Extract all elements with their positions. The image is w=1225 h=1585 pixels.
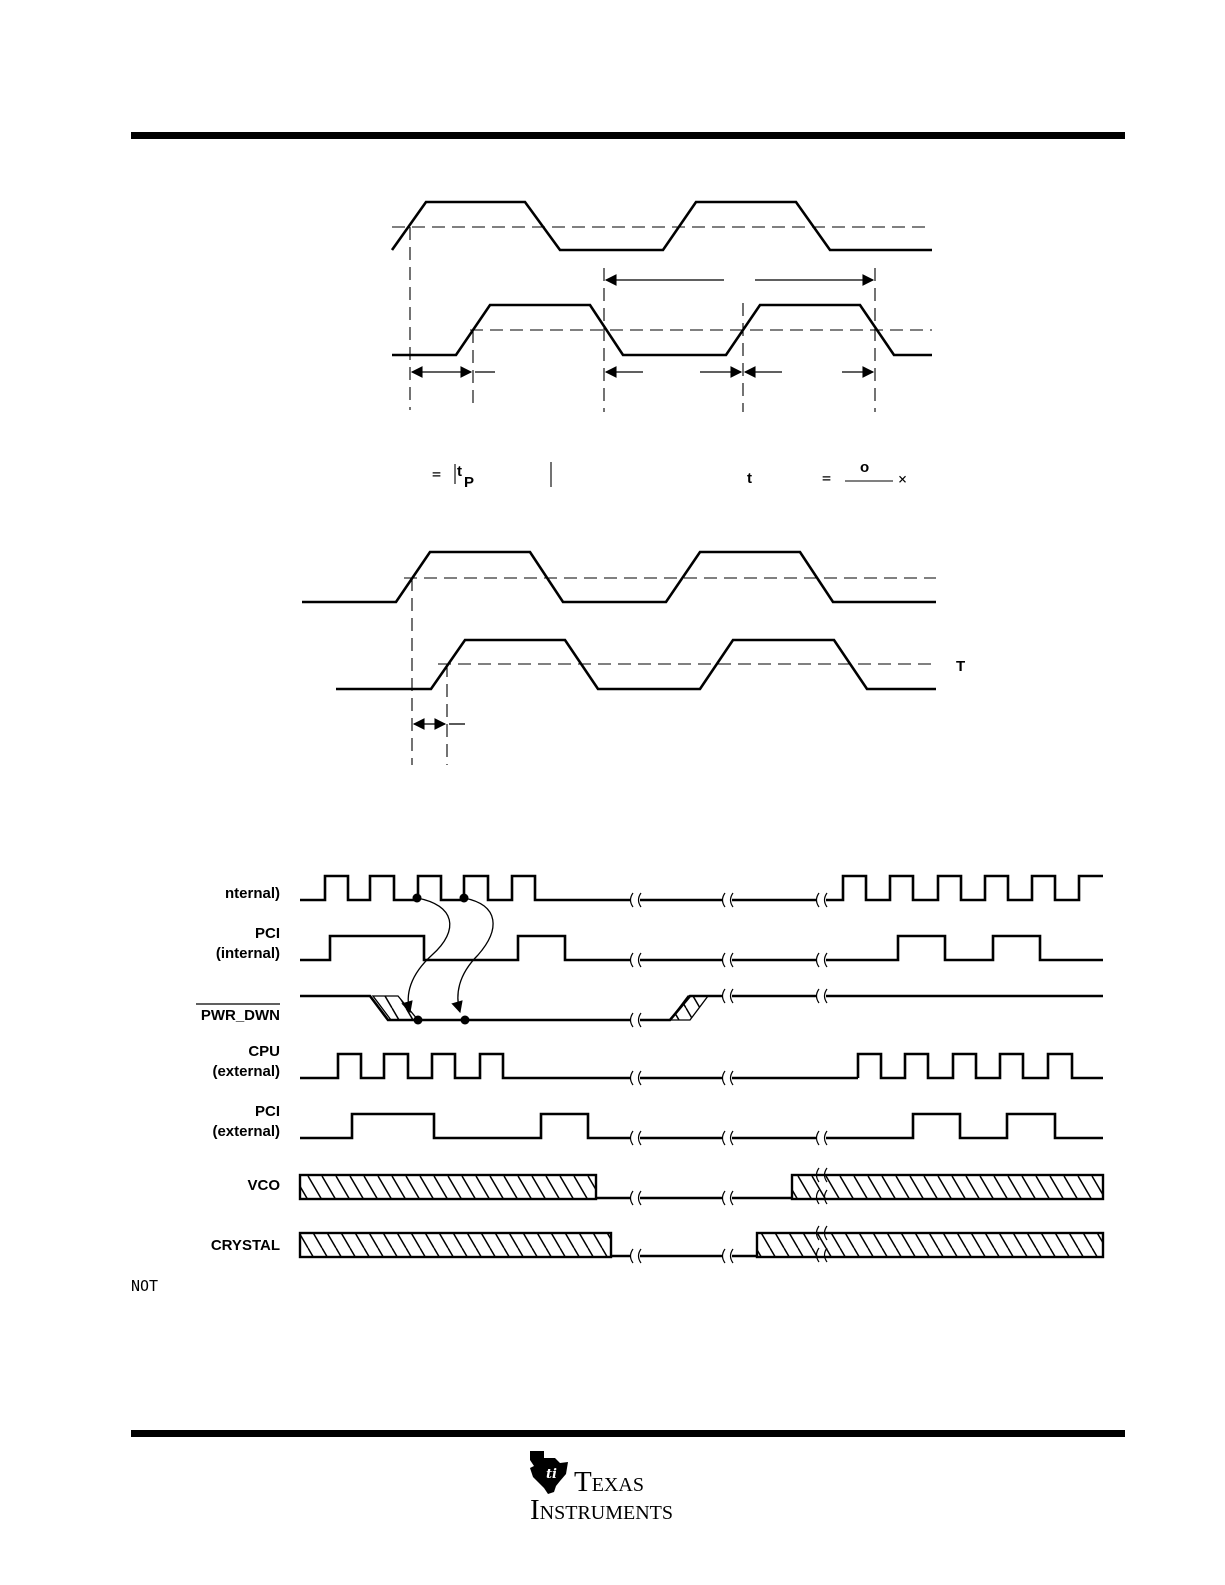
sync-arrow-1 xyxy=(408,898,450,1012)
waveform-cpu-external-resume xyxy=(858,1054,1103,1078)
waveform-middle-reference xyxy=(302,552,936,602)
signal-label-pwr-dwn: PWR_DWN xyxy=(200,1007,280,1024)
signal-label-vco: VCO xyxy=(247,1177,280,1194)
vco-active-after xyxy=(792,1175,1103,1199)
waveform-pci-external xyxy=(300,1114,630,1138)
threshold-label: T xyxy=(956,658,966,675)
signal-label-pci-internal-sub: (internal) xyxy=(215,945,280,962)
formula-equals: = xyxy=(432,465,442,483)
signal-label-pci-external: PCI xyxy=(254,1103,280,1120)
waveform-pci-internal xyxy=(300,936,630,960)
signal-label-cpu-internal: nternal) xyxy=(224,885,280,902)
company-name-line2: Instruments xyxy=(530,1494,674,1526)
timing-figure-middle xyxy=(302,552,965,765)
timing-figure-top xyxy=(392,202,932,491)
signal-label-pci-external-sub: (external) xyxy=(212,1123,280,1140)
vco-active-before xyxy=(300,1175,596,1199)
waveform-cpu-internal-resume xyxy=(732,876,1103,900)
ti-initials: ti xyxy=(546,1467,557,1482)
note-text: NOT xyxy=(131,1277,159,1295)
signal-label-cpu-external-sub: (external) xyxy=(212,1063,280,1080)
ti-logo xyxy=(530,1451,673,1526)
power-down-diagram xyxy=(131,876,1103,1295)
sync-dot xyxy=(414,1016,423,1025)
crystal-active-before xyxy=(300,1233,611,1257)
formula-sub: P xyxy=(464,474,475,491)
formula-t-right: t xyxy=(747,470,752,487)
waveform-pci-external-resume xyxy=(826,1114,1103,1138)
sync-dot xyxy=(461,1016,470,1025)
formula-times: × xyxy=(898,470,908,488)
footer-rule xyxy=(131,1430,1125,1437)
crystal-active-after xyxy=(757,1233,1103,1257)
header-rule xyxy=(131,132,1125,139)
pwr-up-transition xyxy=(670,996,708,1020)
waveform-pwr-dwn-resume xyxy=(640,996,1103,1020)
waveform-cpu-external xyxy=(300,1054,630,1078)
formula-t: t xyxy=(457,463,462,480)
sync-arrow-2 xyxy=(458,898,493,1012)
signal-label-pci-internal: PCI xyxy=(254,925,280,942)
formula-equals-right: = xyxy=(822,469,832,487)
signal-label-crystal: CRYSTAL xyxy=(210,1237,280,1254)
company-name-line1: Texas xyxy=(574,1466,644,1498)
formula-numerator: o xyxy=(860,459,870,476)
waveform-pci-internal-resume xyxy=(826,936,1103,960)
signal-label-cpu-external: CPU xyxy=(248,1043,280,1060)
waveform-top-reference xyxy=(392,202,932,250)
